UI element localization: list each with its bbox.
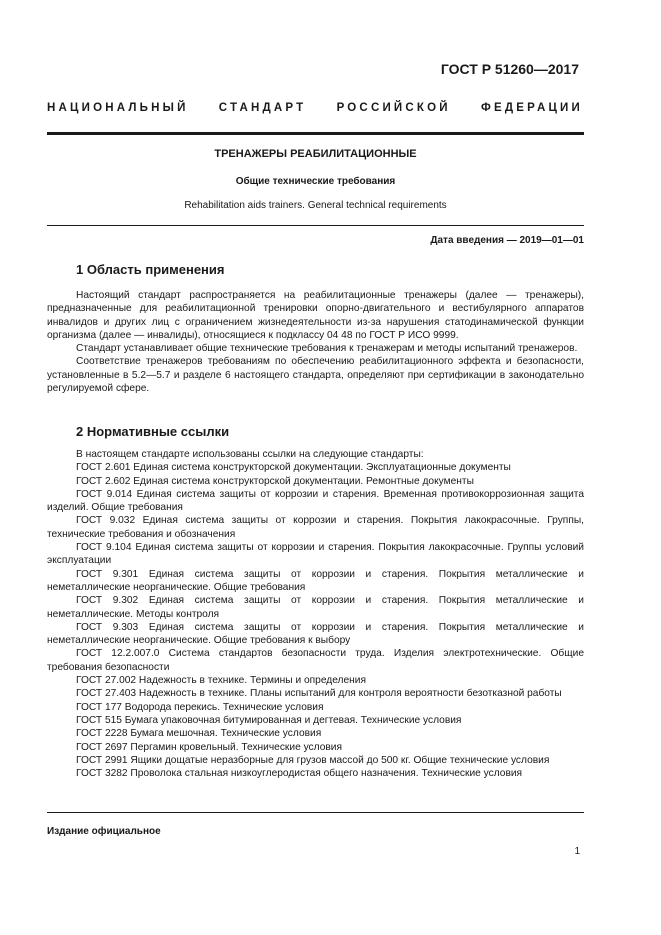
footer-rule [47, 812, 584, 813]
standard-code: ГОСТ Р 51260—2017 [440, 61, 579, 77]
list-item: ГОСТ 9.014 Единая система защиты от коррозии и старения. Временная противокоррозионная защита изделий. Общие требования [47, 488, 584, 514]
list-item: ГОСТ 9.301 Единая система защиты от коррозии и старения. Покрытия металлические и неметаллические неорганические. Общие требования [47, 568, 584, 593]
document-title: ТРЕНАЖЕРЫ РЕАБИЛИТАЦИОННЫЕ [214, 148, 417, 160]
list-item: ГОСТ 2.602 Единая система конструкторской документации. Ремонтные документы [76, 475, 474, 487]
list-item: ГОСТ 2991 Ящики дощатые неразборные для грузов массой до 500 кг. Общие технические условия [76, 754, 550, 766]
english-title: Rehabilitation aids trainers. General technical requirements [184, 200, 447, 211]
header-rule [47, 132, 584, 135]
list-item: ГОСТ 515 Бумага упаковочная битумированная и дегтевая. Технические условия [76, 714, 462, 726]
section-2-body [47, 448, 584, 780]
paragraph: Стандарт устанавливает общие технические требования к тренажерам и методы испытаний тренажеров. [76, 343, 578, 355]
list-item: ГОСТ 9.032 Единая система защиты от коррозии и старения. Покрытия лакокрасочные. Группы, технические требования и обозначения [47, 515, 584, 540]
list-item: ГОСТ 12.2.007.0 Система стандартов безопасности труда. Изделия электротехнические. Общие требования безопасности [47, 648, 584, 673]
list-item: ГОСТ 2.601 Единая система конструкторской документации. Эксплуатационные документы [76, 462, 511, 474]
introduction-date: Дата введения — 2019—01—01 [430, 235, 584, 246]
paragraph: Соответствие тренажеров требованиям по обеспечению реабилитационного эффекта и безопасности, установленные в 5.2—5.7 и разделе 6 настоящего стандарта, определяют при сертификации в законодательно регулируемой сфере. [47, 356, 584, 395]
list-item: ГОСТ 27.403 Надежность в технике. Планы испытаний для контроля вероятности безотказной работы [76, 688, 562, 700]
list-item: ГОСТ 2697 Пергамин кровельный. Технические условия [76, 741, 342, 753]
document-subtitle: Общие технические требования [235, 176, 396, 187]
section-2-heading: 2 Нормативные ссылки [76, 424, 230, 439]
list-item: ГОСТ 2228 Бумага мешочная. Технические условия [76, 728, 322, 740]
national-standard-banner: НАЦИОНАЛЬНЫЙ СТАНДАРТ РОССИЙСКОЙ ФЕДЕРАЦИИ [47, 102, 583, 114]
section-1-heading: 1 Область применения [76, 262, 225, 277]
list-item: ГОСТ 177 Водорода перекись. Технические условия [76, 701, 324, 713]
list-item: ГОСТ 9.303 Единая система защиты от коррозии и старения. Покрытия металлические и неметаллические неорганические. Общие требования к выбору [47, 621, 584, 647]
list-item: ГОСТ 9.302 Единая система защиты от коррозии и старения. Покрытия металлические и неметаллические. Методы контроля [47, 595, 584, 620]
section-1-body [47, 289, 584, 395]
list-item: В настоящем стандарте использованы ссылки на следующие стандарты: [76, 449, 424, 460]
paragraph: Настоящий стандарт распространяется на реабилитационные тренажеры (далее — тренажеры), предназначенные для реабилитационной тренировки опорно-двигательного и вестибулярного аппаратов инвалидов и других лиц с ограничением жизнедеятельности из-за нарушения статодинамической функции организма (далее — инвалиды), относящиеся к подклассу 04 48 по ГОСТ Р ИСО 9999. [47, 290, 584, 341]
title-rule [47, 225, 584, 226]
page-number: 1 [574, 846, 580, 857]
list-item: ГОСТ 3282 Проволока стальная низкоуглеродистая общего назначения. Технические условия [76, 768, 523, 780]
official-edition-label: Издание официальное [47, 826, 161, 837]
list-item: ГОСТ 27.002 Надежность в технике. Термины и определения [76, 675, 366, 687]
list-item: ГОСТ 9.104 Единая система защиты от коррозии и старения. Покрытия лакокрасочные. Группы условий эксплуатации [47, 542, 584, 567]
